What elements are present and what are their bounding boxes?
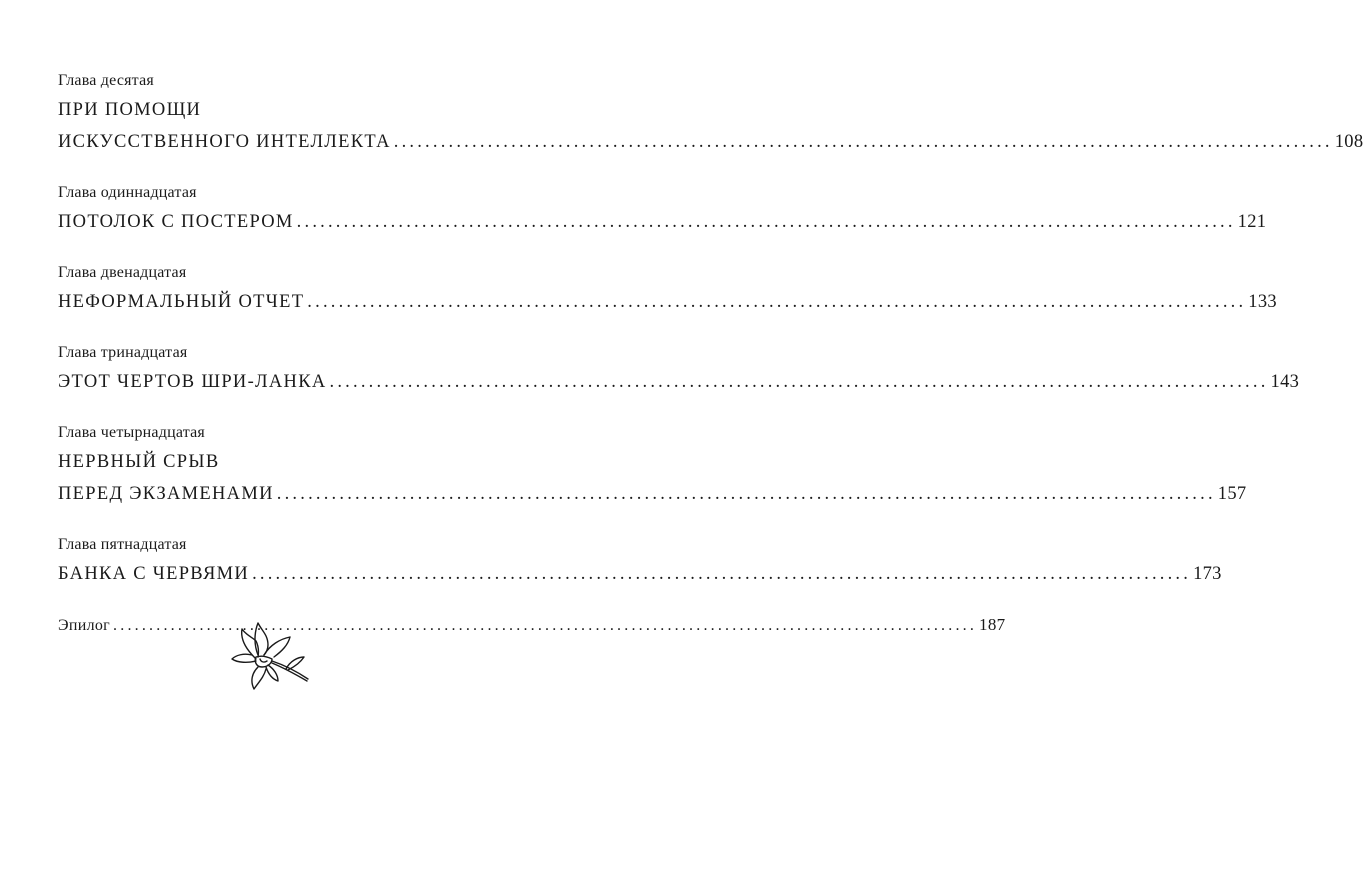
toc-entry xyxy=(58,423,1247,510)
chapter-title-with-page xyxy=(58,206,1267,238)
chapter-label: Глава двенадцатая xyxy=(58,264,187,281)
dot-leader: ........................................................................................................................ xyxy=(393,132,1333,152)
chapter-title: ИСКУССТВЕННОГО ИНТЕЛЛЕКТА xyxy=(58,132,391,152)
page-number: 133 xyxy=(1248,292,1277,312)
chapter-title: ПОТОЛОК С ПОСТЕРОМ xyxy=(58,212,294,232)
epilogue-label: Эпилог xyxy=(58,617,111,634)
chapter-title-with-page xyxy=(58,366,1300,398)
chapter-title-with-page xyxy=(58,286,1277,318)
page-number: 157 xyxy=(1217,484,1247,504)
flower-ornament-icon xyxy=(228,615,312,691)
epilogue-page-number: 187 xyxy=(979,615,1006,634)
chapter-title-with-page xyxy=(58,126,1363,158)
chapter-label: Глава десятая xyxy=(58,72,154,89)
chapter-title-line: ПРИ ПОМОЩИ xyxy=(58,100,202,120)
chapter-title: БАНКА С ЧЕРВЯМИ xyxy=(58,564,250,584)
chapter-label: Глава одиннадцатая xyxy=(58,184,197,201)
toc-entry xyxy=(58,71,1363,158)
chapter-label: Глава пятнадцатая xyxy=(58,536,187,553)
chapter-title: НЕФОРМАЛЬНЫЙ ОТЧЕТ xyxy=(58,292,305,312)
table-of-contents xyxy=(58,71,1363,636)
toc-entry xyxy=(58,343,1300,398)
toc-entry xyxy=(58,263,1277,318)
chapter-label: Глава тринадцатая xyxy=(58,344,188,361)
page-number: 121 xyxy=(1237,212,1267,232)
toc-entry xyxy=(58,535,1222,590)
page-number: 173 xyxy=(1193,564,1222,584)
dot-leader: ........................................................................................................................ xyxy=(296,212,1236,232)
chapter-title: ЭТОТ ЧЕРТОВ ШРИ-ЛАНКА xyxy=(58,372,327,392)
toc-entry xyxy=(58,183,1267,238)
dot-leader: ........................................................................................................................ xyxy=(307,292,1247,312)
dot-leader: ........................................................................................................................ xyxy=(252,564,1192,584)
dot-leader: ........................................................................................................................ xyxy=(329,372,1269,392)
chapter-title-line: НЕРВНЫЙ СРЫВ xyxy=(58,452,220,472)
toc-entries xyxy=(58,71,1363,590)
chapter-title-with-page xyxy=(58,558,1222,590)
chapter-label: Глава четырнадцатая xyxy=(58,424,205,441)
dot-leader: ........................................................................................................................ xyxy=(276,484,1216,504)
chapter-title: ПЕРЕД ЭКЗАМЕНАМИ xyxy=(58,484,274,504)
chapter-title-with-page xyxy=(58,478,1247,510)
dot-leader: ........................................................................................................................ xyxy=(113,617,978,634)
page-number: 108 xyxy=(1334,132,1363,152)
page-number: 143 xyxy=(1270,372,1300,392)
